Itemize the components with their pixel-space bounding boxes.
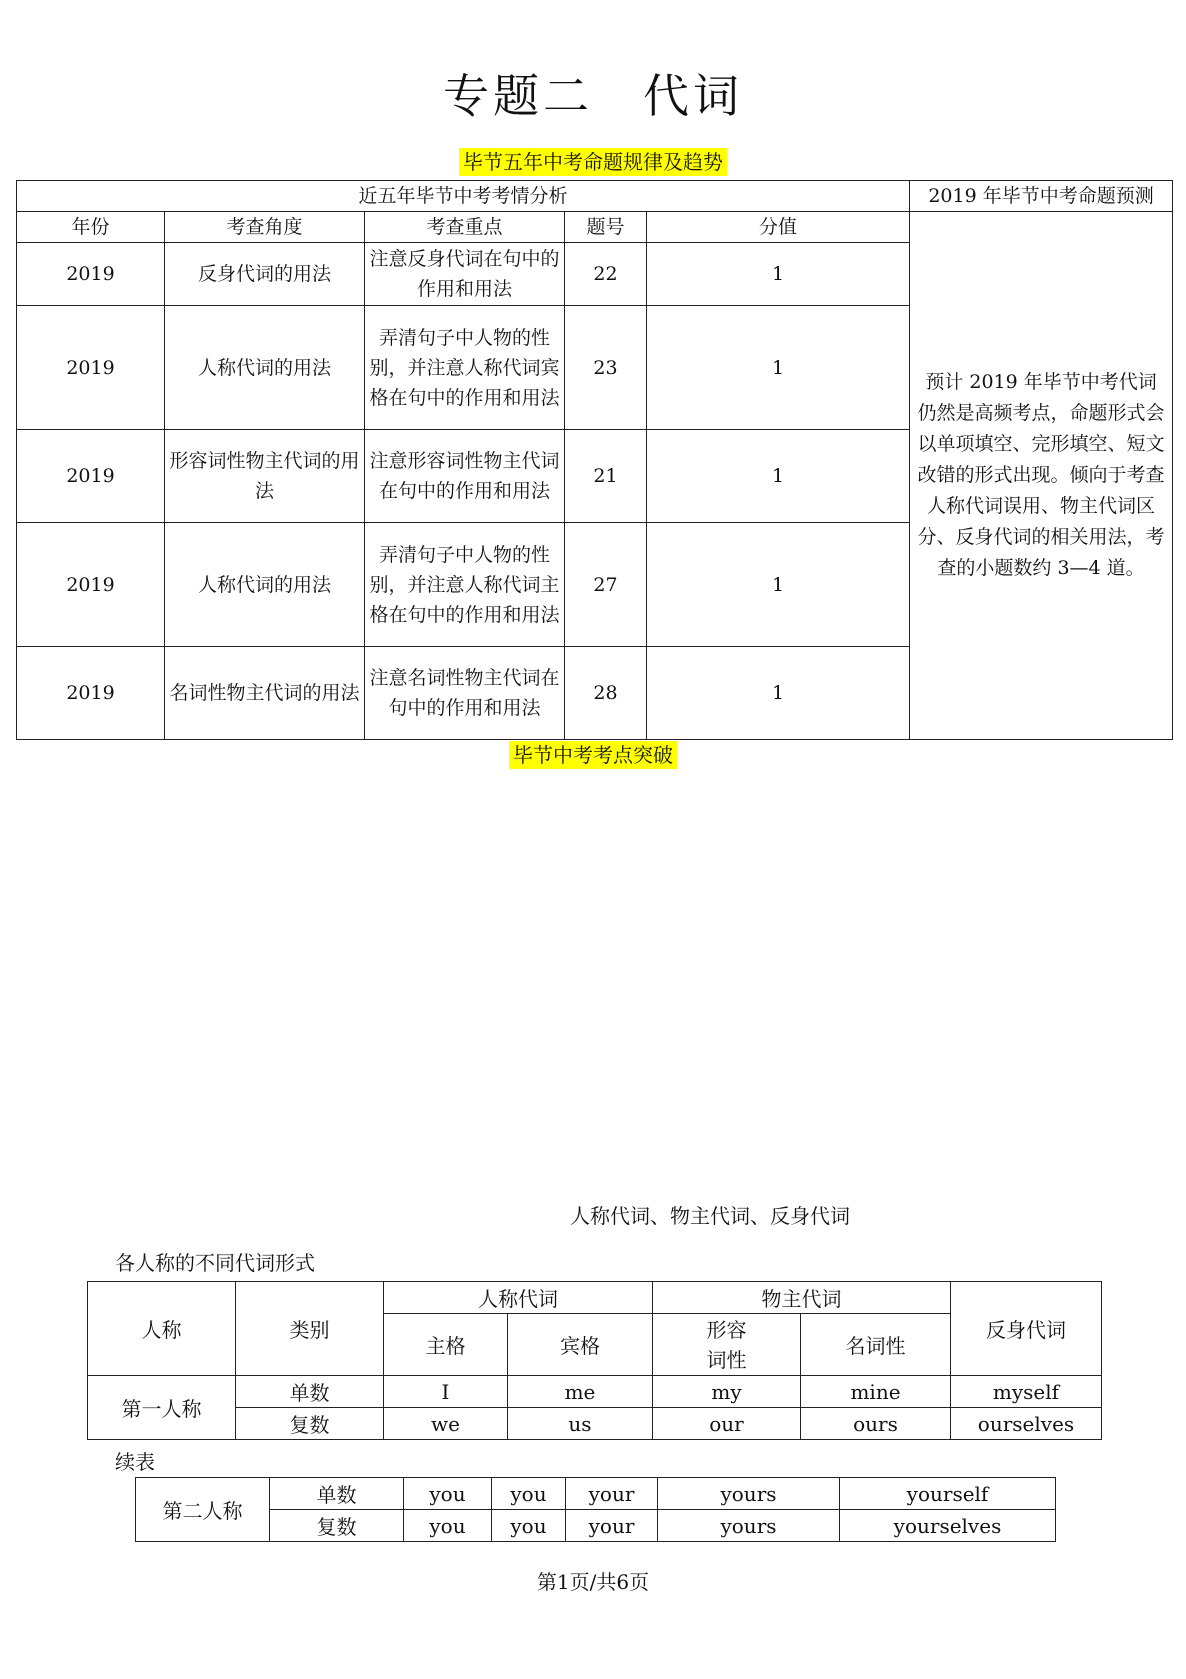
cell-reflexive: yourselves (840, 1510, 1056, 1542)
table-row (88, 1376, 1102, 1408)
header-prediction: 2019 年毕节中考命题预测 (910, 181, 1173, 212)
cell-object: me (508, 1376, 653, 1408)
pronoun-forms-table (87, 1281, 1102, 1440)
cell-year: 2019 (17, 306, 165, 430)
cell-noun: ours (801, 1408, 951, 1440)
section-banner-breakthrough (0, 739, 1186, 768)
document-title: 专题二 代词 (443, 69, 743, 123)
cell-adjective: our (653, 1408, 801, 1440)
cell-score: 1 (647, 523, 910, 647)
cell-score: 1 (647, 430, 910, 523)
cell-angle: 形容词性物主代词的用法 (165, 430, 365, 523)
cell-adjective: my (653, 1376, 801, 1408)
cell-score: 1 (647, 647, 910, 740)
header-possessive-pronoun: 物主代词 (653, 1282, 951, 1314)
cell-subject: we (384, 1408, 508, 1440)
header-personal-pronoun: 人称代词 (384, 1282, 653, 1314)
col-number: 题号 (565, 212, 647, 243)
cell-focus: 注意反身代词在句中的作用和用法 (365, 243, 565, 306)
second-person-label: 第二人称 (136, 1478, 270, 1542)
cell-subject: you (404, 1510, 492, 1542)
cell-subject: you (404, 1478, 492, 1510)
cell-adjective: your (566, 1510, 658, 1542)
sub-heading: 各人称的不同代词形式 (115, 1251, 315, 1275)
cell-year: 2019 (17, 647, 165, 740)
header-subject: 主格 (384, 1314, 508, 1376)
cell-noun: mine (801, 1376, 951, 1408)
cell-category: 复数 (270, 1510, 404, 1542)
cell-reflexive: yourself (840, 1478, 1056, 1510)
cell-number: 27 (565, 523, 647, 647)
cell-angle: 人称代词的用法 (165, 306, 365, 430)
cell-object: you (492, 1478, 566, 1510)
cell-year: 2019 (17, 243, 165, 306)
cell-focus: 弄清句子中人物的性别，并注意人称代词宾格在句中的作用和用法 (365, 306, 565, 430)
cell-focus: 注意形容词性物主代词在句中的作用和用法 (365, 430, 565, 523)
col-score: 分值 (647, 212, 910, 243)
cell-object: you (492, 1510, 566, 1542)
cell-category: 复数 (236, 1408, 384, 1440)
cell-number: 22 (565, 243, 647, 306)
cell-number: 21 (565, 430, 647, 523)
table-row (136, 1510, 1056, 1542)
exam-analysis-table (16, 180, 1173, 740)
col-focus: 考查重点 (365, 212, 565, 243)
cell-year: 2019 (17, 523, 165, 647)
cell-number: 28 (565, 647, 647, 740)
header-person: 人称 (88, 1282, 236, 1376)
section-heading: 人称代词、物主代词、反身代词 (570, 1204, 850, 1228)
section-banner-trends (0, 146, 1186, 175)
col-year: 年份 (17, 212, 165, 243)
table-row (136, 1478, 1056, 1510)
header-analysis: 近五年毕节中考考情分析 (17, 181, 910, 212)
cell-angle: 反身代词的用法 (165, 243, 365, 306)
cell-score: 1 (647, 243, 910, 306)
cell-score: 1 (647, 306, 910, 430)
cell-angle: 名词性物主代词的用法 (165, 647, 365, 740)
cell-reflexive: myself (951, 1376, 1102, 1408)
header-reflexive-pronoun: 反身代词 (951, 1282, 1102, 1376)
cell-number: 23 (565, 306, 647, 430)
cell-focus: 注意名词性物主代词在句中的作用和用法 (365, 647, 565, 740)
continued-pronoun-table (135, 1477, 1056, 1542)
header-object: 宾格 (508, 1314, 653, 1376)
header-category: 类别 (236, 1282, 384, 1376)
cell-angle: 人称代词的用法 (165, 523, 365, 647)
cell-noun: yours (658, 1510, 840, 1542)
cell-year: 2019 (17, 430, 165, 523)
cell-object: us (508, 1408, 653, 1440)
header-noun: 名词性 (801, 1314, 951, 1376)
highlighted-heading: 毕节中考考点突破 (509, 741, 677, 769)
cell-category: 单数 (270, 1478, 404, 1510)
first-person-label: 第一人称 (88, 1376, 236, 1440)
cell-reflexive: ourselves (951, 1408, 1102, 1440)
cell-adjective: your (566, 1478, 658, 1510)
cell-noun: yours (658, 1478, 840, 1510)
cell-focus: 弄清句子中人物的性别，并注意人称代词主格在句中的作用和用法 (365, 523, 565, 647)
cell-category: 单数 (236, 1376, 384, 1408)
continued-label: 续表 (115, 1450, 155, 1474)
header-adjective: 形容词性 (653, 1314, 801, 1376)
table-row (88, 1408, 1102, 1440)
highlighted-heading: 毕节五年中考命题规律及趋势 (459, 148, 727, 176)
page-number: 第1页/共6页 (536, 1570, 650, 1594)
prediction-text: 预计 2019 年毕节中考代词仍然是高频考点，命题形式会以单项填空、完形填空、短文改错的形式出现。倾向于考查人称代词误用、物主代词区分、反身代词的相关用法，考查的小题数约 3—4 道。 (910, 212, 1173, 740)
col-angle: 考查角度 (165, 212, 365, 243)
cell-subject: I (384, 1376, 508, 1408)
